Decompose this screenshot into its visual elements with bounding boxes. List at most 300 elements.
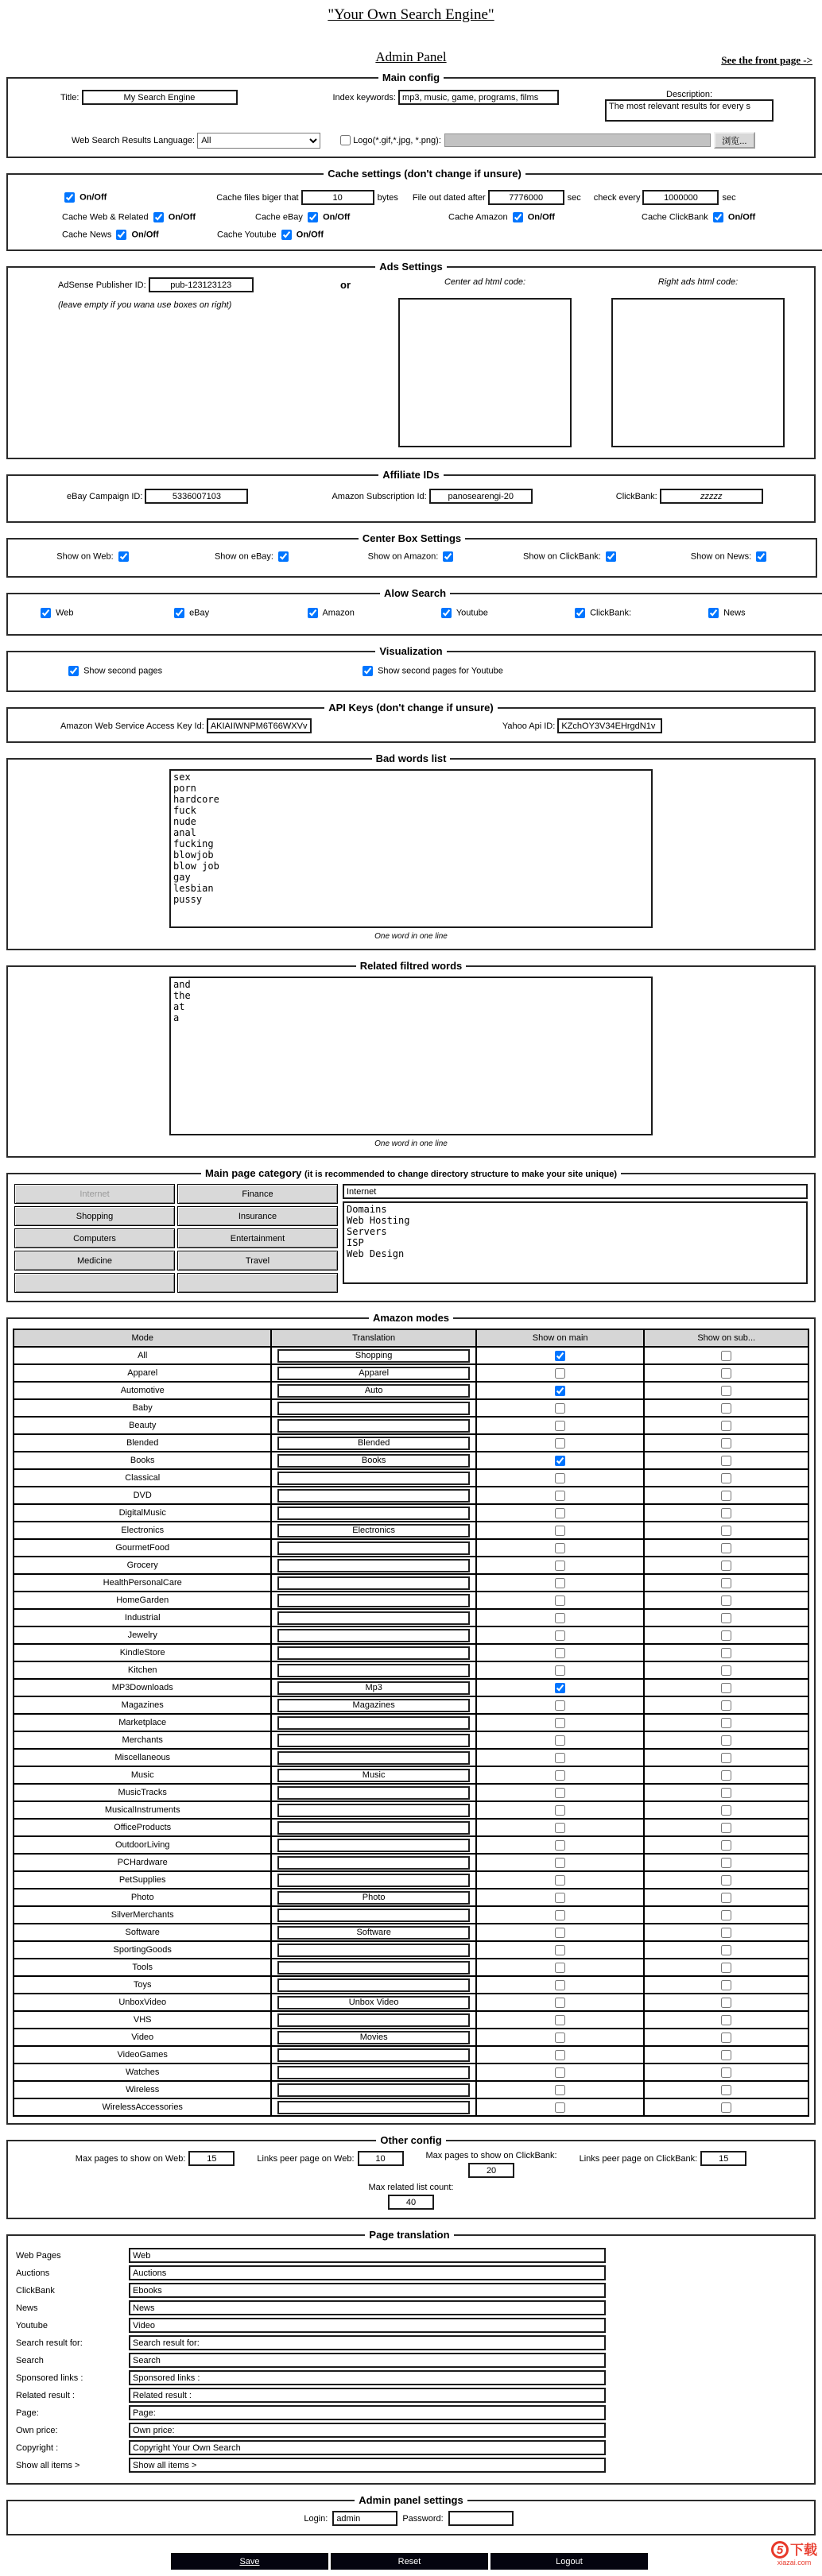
visualization-item [308,666,603,676]
amazon-show-main-checkbox[interactable] [555,1648,565,1658]
translation-row [11,2318,808,2333]
admin-settings-legend: Admin panel settings [359,2494,463,2506]
amazon-show-main-checkbox[interactable] [555,1963,565,1973]
translation-input[interactable] [129,2248,606,2263]
translation-input[interactable] [129,2318,606,2333]
amazon-translation-input[interactable] [277,1524,469,1537]
amazon-show-sub-checkbox[interactable] [721,1386,731,1396]
logo-file-input[interactable] [444,133,711,147]
center-ad-textarea[interactable] [398,298,572,447]
login-input[interactable] [332,2511,397,2526]
amazon-show-sub-checkbox[interactable] [721,1473,731,1483]
amazon-translation-input[interactable] [277,1699,469,1712]
translation-input[interactable] [129,2440,606,2455]
amazon-translation-input[interactable] [277,1804,469,1817]
cache-toggle-checkbox[interactable] [513,212,523,222]
amazon-show-sub-checkbox[interactable] [721,1438,731,1449]
amazon-translation-input[interactable] [277,1961,469,1975]
language-label: Web Search Results Language: [72,135,196,145]
amazon-translation-input[interactable] [277,1716,469,1730]
cache-toggle [62,230,217,240]
cache-toggle-label: Cache Youtube [217,230,277,240]
yahoo-api-input[interactable] [557,718,662,733]
logo-label: Logo(*.gif,*.jpg, *.png): [353,135,441,145]
amazon-subscription-input[interactable] [429,489,533,504]
center-box-item-checkbox[interactable] [606,551,616,562]
links-per-page-web-input[interactable] [358,2151,404,2166]
amazon-show-sub-checkbox[interactable] [721,1456,731,1466]
amazon-show-sub-checkbox[interactable] [721,1665,731,1676]
amazon-mode-name: All [14,1347,271,1364]
amazon-mode-name: Toys [14,1976,271,1994]
translation-label: Page: [16,2408,39,2418]
amazon-show-sub-checkbox[interactable] [721,1368,731,1379]
max-pages-clickbank-input[interactable] [468,2163,514,2178]
category-name-input[interactable] [343,1184,808,1199]
amazon-mode-name: VideoGames [14,2046,271,2064]
amazon-show-sub-checkbox[interactable] [721,1875,731,1886]
page-translation-section [6,2229,816,2485]
related-words-note: One word in one line [374,1139,448,1148]
language-select[interactable] [197,133,320,149]
right-ads-textarea[interactable] [611,298,785,447]
category-button[interactable] [14,1273,175,1293]
amazon-show-main-checkbox[interactable] [555,2085,565,2095]
amazon-mode-name: Industrial [14,1609,271,1626]
site-title: "Your Own Search Engine" [328,6,494,23]
amazon-translation-input[interactable] [277,1646,469,1660]
bad-words-section [6,752,816,950]
amazon-show-main-checkbox[interactable] [555,1910,565,1920]
amazon-mode-row [14,1452,808,1469]
amazon-mode-row [14,1836,808,1854]
title-label: Title: [60,92,79,102]
cache-check-every-input[interactable] [642,190,719,205]
amazon-translation-input[interactable] [277,1437,469,1450]
amazon-mode-row [14,1364,808,1382]
category-button[interactable]: Medicine [14,1251,175,1271]
amazon-show-main-checkbox[interactable] [555,1613,565,1623]
amazon-translation-input[interactable] [277,1891,469,1905]
amazon-mode-row [14,2064,808,2081]
description-textarea[interactable] [605,99,774,122]
amazon-translation-input[interactable] [277,1576,469,1590]
max-pages-web-input[interactable] [188,2151,235,2166]
visualization-checkbox[interactable] [363,666,373,676]
amazon-translation-input[interactable] [277,1734,469,1747]
amazon-show-sub-checkbox[interactable] [721,2033,731,2043]
amazon-show-sub-checkbox[interactable] [721,1700,731,1711]
amazon-show-sub-checkbox[interactable] [721,1998,731,2008]
translation-input[interactable] [129,2265,606,2280]
amazon-translation-input[interactable] [277,1594,469,1607]
amazon-show-sub-checkbox[interactable] [721,1788,731,1798]
translation-label: Youtube [16,2320,48,2330]
category-button[interactable] [177,1273,338,1293]
amazon-show-sub-checkbox[interactable] [721,1840,731,1851]
amazon-translation-input[interactable] [277,1402,469,1415]
ebay-campaign-input[interactable] [145,489,248,504]
amazon-show-main-checkbox[interactable] [555,2102,565,2113]
amazon-show-sub-checkbox[interactable] [721,2067,731,2078]
amazon-show-sub-checkbox[interactable] [721,1928,731,1938]
related-words-legend: Related filtred words [359,960,463,972]
alow-search-checkbox[interactable] [308,608,318,618]
amazon-translation-input[interactable] [277,1384,469,1398]
amazon-translation-input[interactable] [277,1367,469,1380]
reset-button[interactable]: Reset [331,2553,488,2570]
api-keys-section [6,702,816,743]
amazon-show-sub-checkbox[interactable] [721,1595,731,1606]
translation-input[interactable] [129,2388,606,2403]
amazon-show-main-checkbox[interactable] [555,1386,565,1396]
cache-toggle-checkbox[interactable] [281,230,292,240]
category-items-textarea[interactable] [343,1201,808,1284]
amazon-show-main-checkbox[interactable] [555,1840,565,1851]
amazon-mode-name: OfficeProducts [14,1819,271,1836]
amazon-show-main-checkbox[interactable] [555,1998,565,2008]
index-keywords-input[interactable] [398,90,559,105]
translation-row [11,2423,808,2438]
center-box-item [332,551,491,562]
amazon-show-main-checkbox[interactable] [555,1805,565,1816]
amazon-translation-input[interactable] [277,2013,469,2027]
amazon-show-sub-checkbox[interactable] [721,1718,731,1728]
amazon-show-main-checkbox[interactable] [555,1403,565,1414]
amazon-show-main-checkbox[interactable] [555,1700,565,1711]
cache-toggle-checkbox[interactable] [308,212,318,222]
main-category-legend-note: (it is recommended to change directory structure to make your site unique) [304,1170,618,1179]
amazon-show-sub-checkbox[interactable] [721,1403,731,1414]
alow-search-checkbox[interactable] [575,608,585,618]
amazon-show-main-checkbox[interactable] [555,1630,565,1641]
amazon-mode-row [14,1766,808,1784]
amazon-mode-name: Classical [14,1469,271,1487]
amazon-show-main-checkbox[interactable] [555,1945,565,1955]
amazon-show-sub-checkbox[interactable] [721,2085,731,2095]
amazon-show-main-checkbox[interactable] [555,1491,565,1501]
category-button[interactable]: Computers [14,1228,175,1248]
center-box-item-checkbox[interactable] [118,551,129,562]
amazon-show-main-checkbox[interactable] [555,1928,565,1938]
cache-master-checkbox[interactable] [64,192,75,203]
amazon-translation-input[interactable] [277,1489,469,1503]
translation-input[interactable] [129,2283,606,2298]
amazon-show-main-checkbox[interactable] [555,1456,565,1466]
amazon-mode-row [14,2011,808,2029]
front-page-link[interactable]: See the front page -> [721,54,812,66]
center-box-item-label: Show on Amazon: [367,551,439,562]
amazon-show-sub-checkbox[interactable] [721,2102,731,2113]
clickbank-id-input[interactable] [660,489,763,504]
amazon-show-main-checkbox[interactable] [555,1718,565,1728]
amazon-show-sub-checkbox[interactable] [721,1630,731,1641]
amazon-show-sub-checkbox[interactable] [721,1735,731,1746]
cache-files-bigger-input[interactable] [301,190,374,205]
cache-toggle-onoff: On/Off [727,212,756,222]
translation-row [11,2388,808,2403]
ads-settings-legend: Ads Settings [379,261,443,273]
amazon-mode-name: HomeGarden [14,1592,271,1609]
category-button[interactable]: Entertainment [177,1228,338,1248]
amazon-show-sub-checkbox[interactable] [721,1858,731,1868]
amazon-mode-row [14,1819,808,1836]
amazon-mode-name: Books [14,1452,271,1469]
translation-row [11,2283,808,2298]
amazon-mode-row [14,1976,808,1994]
translation-input[interactable] [129,2423,606,2438]
amazon-mode-name: Wireless [14,2081,271,2098]
translation-input[interactable] [129,2353,606,2368]
translation-label: Auctions [16,2268,50,2278]
amazon-show-main-checkbox[interactable] [555,1753,565,1763]
amazon-mode-name: Automotive [14,1382,271,1399]
bad-words-textarea[interactable] [169,769,653,928]
category-button[interactable]: Internet [14,1184,175,1204]
amazon-translation-input[interactable] [277,1978,469,1992]
translation-label: Web Pages [16,2250,61,2261]
amazon-show-sub-checkbox[interactable] [721,1421,731,1431]
amazon-modes-legend: Amazon modes [372,1312,450,1324]
amazon-translation-input[interactable] [277,1874,469,1887]
amazon-translation-input[interactable] [277,1472,469,1485]
amazon-show-main-checkbox[interactable] [555,1823,565,1833]
amazon-show-sub-checkbox[interactable] [721,1683,731,1693]
amazon-show-main-checkbox[interactable] [555,1735,565,1746]
amazon-show-sub-checkbox[interactable] [721,1910,731,1920]
amazon-show-sub-checkbox[interactable] [721,1945,731,1955]
translation-input[interactable] [129,2405,606,2420]
amazon-translation-input[interactable] [277,1786,469,1800]
amazon-mode-name: PetSupplies [14,1871,271,1889]
amazon-translation-input[interactable] [277,1664,469,1677]
amazon-mode-row [14,1574,808,1592]
center-ad-label: Center ad html code: [444,277,526,287]
amazon-mode-name: MusicalInstruments [14,1801,271,1819]
translation-input[interactable] [129,2458,606,2473]
amazon-show-main-checkbox[interactable] [555,1683,565,1693]
center-box-item-checkbox[interactable] [278,551,289,562]
center-box-item-checkbox[interactable] [443,551,453,562]
amazon-show-sub-checkbox[interactable] [721,1770,731,1781]
watermark-logo [771,2541,817,2566]
main-category-legend [201,1167,621,1179]
amazon-mode-name: PCHardware [14,1854,271,1871]
links-per-page-clickbank-input[interactable] [700,2151,746,2166]
page-title: Admin Panel [375,49,447,64]
alow-search-checkbox[interactable] [174,608,184,618]
amazon-show-sub-checkbox[interactable] [721,1508,731,1518]
amazon-subscription-label: Amazon Subscription Id: [332,491,427,501]
amazon-translation-input[interactable] [277,1349,469,1363]
amazon-modes-table [13,1329,809,2117]
amazon-translation-input[interactable] [277,1751,469,1765]
amazon-mode-name: Beauty [14,1417,271,1434]
adsense-id-input[interactable] [149,277,254,292]
logout-button[interactable]: Logout [490,2553,648,2570]
page-translation-legend: Page translation [369,2229,450,2241]
amazon-show-main-checkbox[interactable] [555,1665,565,1676]
translation-input[interactable] [129,2335,606,2350]
alow-search-label: Youtube [456,608,488,618]
cache-toggle-checkbox[interactable] [116,230,126,240]
cache-toggle-onoff: On/Off [131,230,159,240]
amazon-show-main-checkbox[interactable] [555,2067,565,2078]
cache-toggle-label: Cache ClickBank [642,212,708,222]
amazon-translation-input[interactable] [277,1839,469,1852]
cache-settings-section [6,168,822,251]
amazon-translation-input[interactable] [277,2066,469,2079]
amazon-mode-row [14,1784,808,1801]
amazon-translation-input[interactable] [277,1629,469,1642]
amazon-show-sub-checkbox[interactable] [721,1578,731,1588]
amazon-translation-input[interactable] [277,2048,469,2062]
translation-input[interactable] [129,2370,606,2385]
alow-search-checkbox[interactable] [708,608,719,618]
amazon-show-main-checkbox[interactable] [555,1858,565,1868]
amazon-show-main-checkbox[interactable] [555,1788,565,1798]
translation-label: Related result : [16,2390,75,2400]
max-related-count-input[interactable] [388,2195,434,2210]
related-words-textarea[interactable] [169,977,653,1135]
amazon-show-sub-checkbox[interactable] [721,1561,731,1571]
translation-input[interactable] [129,2300,606,2315]
center-box-item-label: Show on eBay: [214,551,273,562]
amazon-mode-row [14,1749,808,1766]
amazon-show-sub-checkbox[interactable] [721,1963,731,1973]
cache-outdated-input[interactable] [488,190,564,205]
category-button[interactable]: Finance [177,1184,338,1204]
center-box-legend: Center Box Settings [362,532,462,544]
amazon-show-sub-checkbox[interactable] [721,1613,731,1623]
amazon-show-main-checkbox[interactable] [555,1421,565,1431]
amazon-show-sub-checkbox[interactable] [721,2050,731,2060]
amazon-translation-input[interactable] [277,2101,469,2114]
amazon-translation-input[interactable] [277,1996,469,2009]
amazon-show-sub-checkbox[interactable] [721,1823,731,1833]
amazon-mode-name: Grocery [14,1557,271,1574]
adsense-note: (leave empty if you wana use boxes on right) [58,300,232,310]
amazon-mode-row [14,2098,808,2116]
amazon-modes-header-row [14,1329,808,1347]
amazon-mode-row [14,1469,808,1487]
cache-toggle-checkbox[interactable] [713,212,723,222]
amazon-translation-input[interactable] [277,1856,469,1870]
translation-row [11,2248,808,2263]
amazon-show-sub-checkbox[interactable] [721,1753,731,1763]
cache-toggle-onoff: On/Off [527,212,555,222]
bad-words-note: One word in one line [374,932,448,941]
aws-key-input[interactable] [207,718,312,733]
category-button[interactable]: Shopping [14,1206,175,1226]
alow-search-checkbox[interactable] [41,608,51,618]
center-box-item-checkbox[interactable] [756,551,766,562]
amazon-translation-input[interactable] [277,1559,469,1572]
amazon-show-sub-checkbox[interactable] [721,1648,731,1658]
amazon-translation-input[interactable] [277,1681,469,1695]
translation-label: Own price: [16,2425,58,2435]
amazon-translation-input[interactable] [277,1419,469,1433]
amazon-show-main-checkbox[interactable] [555,1893,565,1903]
cache-check-every-unit: sec [722,192,736,203]
alow-search-checkbox[interactable] [441,608,452,618]
amazon-translation-input[interactable] [277,1909,469,1922]
amazon-mode-name: WirelessAccessories [14,2098,271,2116]
amazon-mode-row [14,1399,808,1417]
amazon-mode-row [14,2029,808,2046]
amazon-translation-input[interactable] [277,1611,469,1625]
cache-toggle-onoff: On/Off [168,212,196,222]
visualization-section [6,645,816,692]
amazon-show-main-checkbox[interactable] [555,1526,565,1536]
save-button[interactable]: Save [171,2553,328,2570]
amazon-show-main-checkbox[interactable] [555,1508,565,1518]
amazon-show-main-checkbox[interactable] [555,1473,565,1483]
amazon-show-sub-checkbox[interactable] [721,1805,731,1816]
amazon-show-main-checkbox[interactable] [555,2033,565,2043]
amazon-header-main: Show on main [476,1329,645,1347]
amazon-translation-input[interactable] [277,1821,469,1835]
password-input[interactable] [448,2511,514,2526]
amazon-translation-input[interactable] [277,1926,469,1940]
cache-toggle-checkbox[interactable] [153,212,164,222]
amazon-show-main-checkbox[interactable] [555,1351,565,1361]
translation-label: Search result for: [16,2338,83,2348]
category-button[interactable]: Travel [177,1251,338,1271]
visualization-label: Show second pages [83,666,163,676]
amazon-mode-row [14,1801,808,1819]
amazon-show-main-checkbox[interactable] [555,1561,565,1571]
amazon-show-main-checkbox[interactable] [555,1595,565,1606]
index-keywords-label: Index keywords: [332,92,396,102]
links-per-page-web-label: Links peer page on Web: [257,2153,355,2164]
translation-row [11,2458,808,2473]
amazon-show-main-checkbox[interactable] [555,1368,565,1379]
amazon-show-sub-checkbox[interactable] [721,1351,731,1361]
amazon-show-main-checkbox[interactable] [555,1875,565,1886]
amazon-show-main-checkbox[interactable] [555,1438,565,1449]
amazon-show-sub-checkbox[interactable] [721,1543,731,1553]
amazon-translation-input[interactable] [277,2083,469,2097]
amazon-show-main-checkbox[interactable] [555,1578,565,1588]
amazon-show-sub-checkbox[interactable] [721,1526,731,1536]
category-button[interactable]: Insurance [177,1206,338,1226]
amazon-translation-input[interactable] [277,1454,469,1468]
amazon-show-main-checkbox[interactable] [555,1770,565,1781]
amazon-show-main-checkbox[interactable] [555,2015,565,2025]
amazon-show-main-checkbox[interactable] [555,1543,565,1553]
amazon-show-sub-checkbox[interactable] [721,2015,731,2025]
amazon-translation-input[interactable] [277,1944,469,1957]
ebay-campaign-label: eBay Campaign ID: [67,491,143,501]
browse-button[interactable]: 浏览... [714,132,755,149]
title-input[interactable] [82,90,238,105]
visualization-checkbox[interactable] [68,666,79,676]
links-per-page-clickbank-label: Links peer page on ClickBank: [579,2153,698,2164]
amazon-mode-name: VHS [14,2011,271,2029]
logo-checkbox[interactable] [340,135,351,145]
amazon-translation-input[interactable] [277,2031,469,2044]
amazon-translation-input[interactable] [277,1769,469,1782]
amazon-show-main-checkbox[interactable] [555,1980,565,1990]
amazon-show-sub-checkbox[interactable] [721,1491,731,1501]
amazon-show-sub-checkbox[interactable] [721,1980,731,1990]
amazon-translation-input[interactable] [277,1507,469,1520]
amazon-show-sub-checkbox[interactable] [721,1893,731,1903]
amazon-show-main-checkbox[interactable] [555,2050,565,2060]
amazon-translation-input[interactable] [277,1541,469,1555]
main-category-section [6,1167,816,1302]
